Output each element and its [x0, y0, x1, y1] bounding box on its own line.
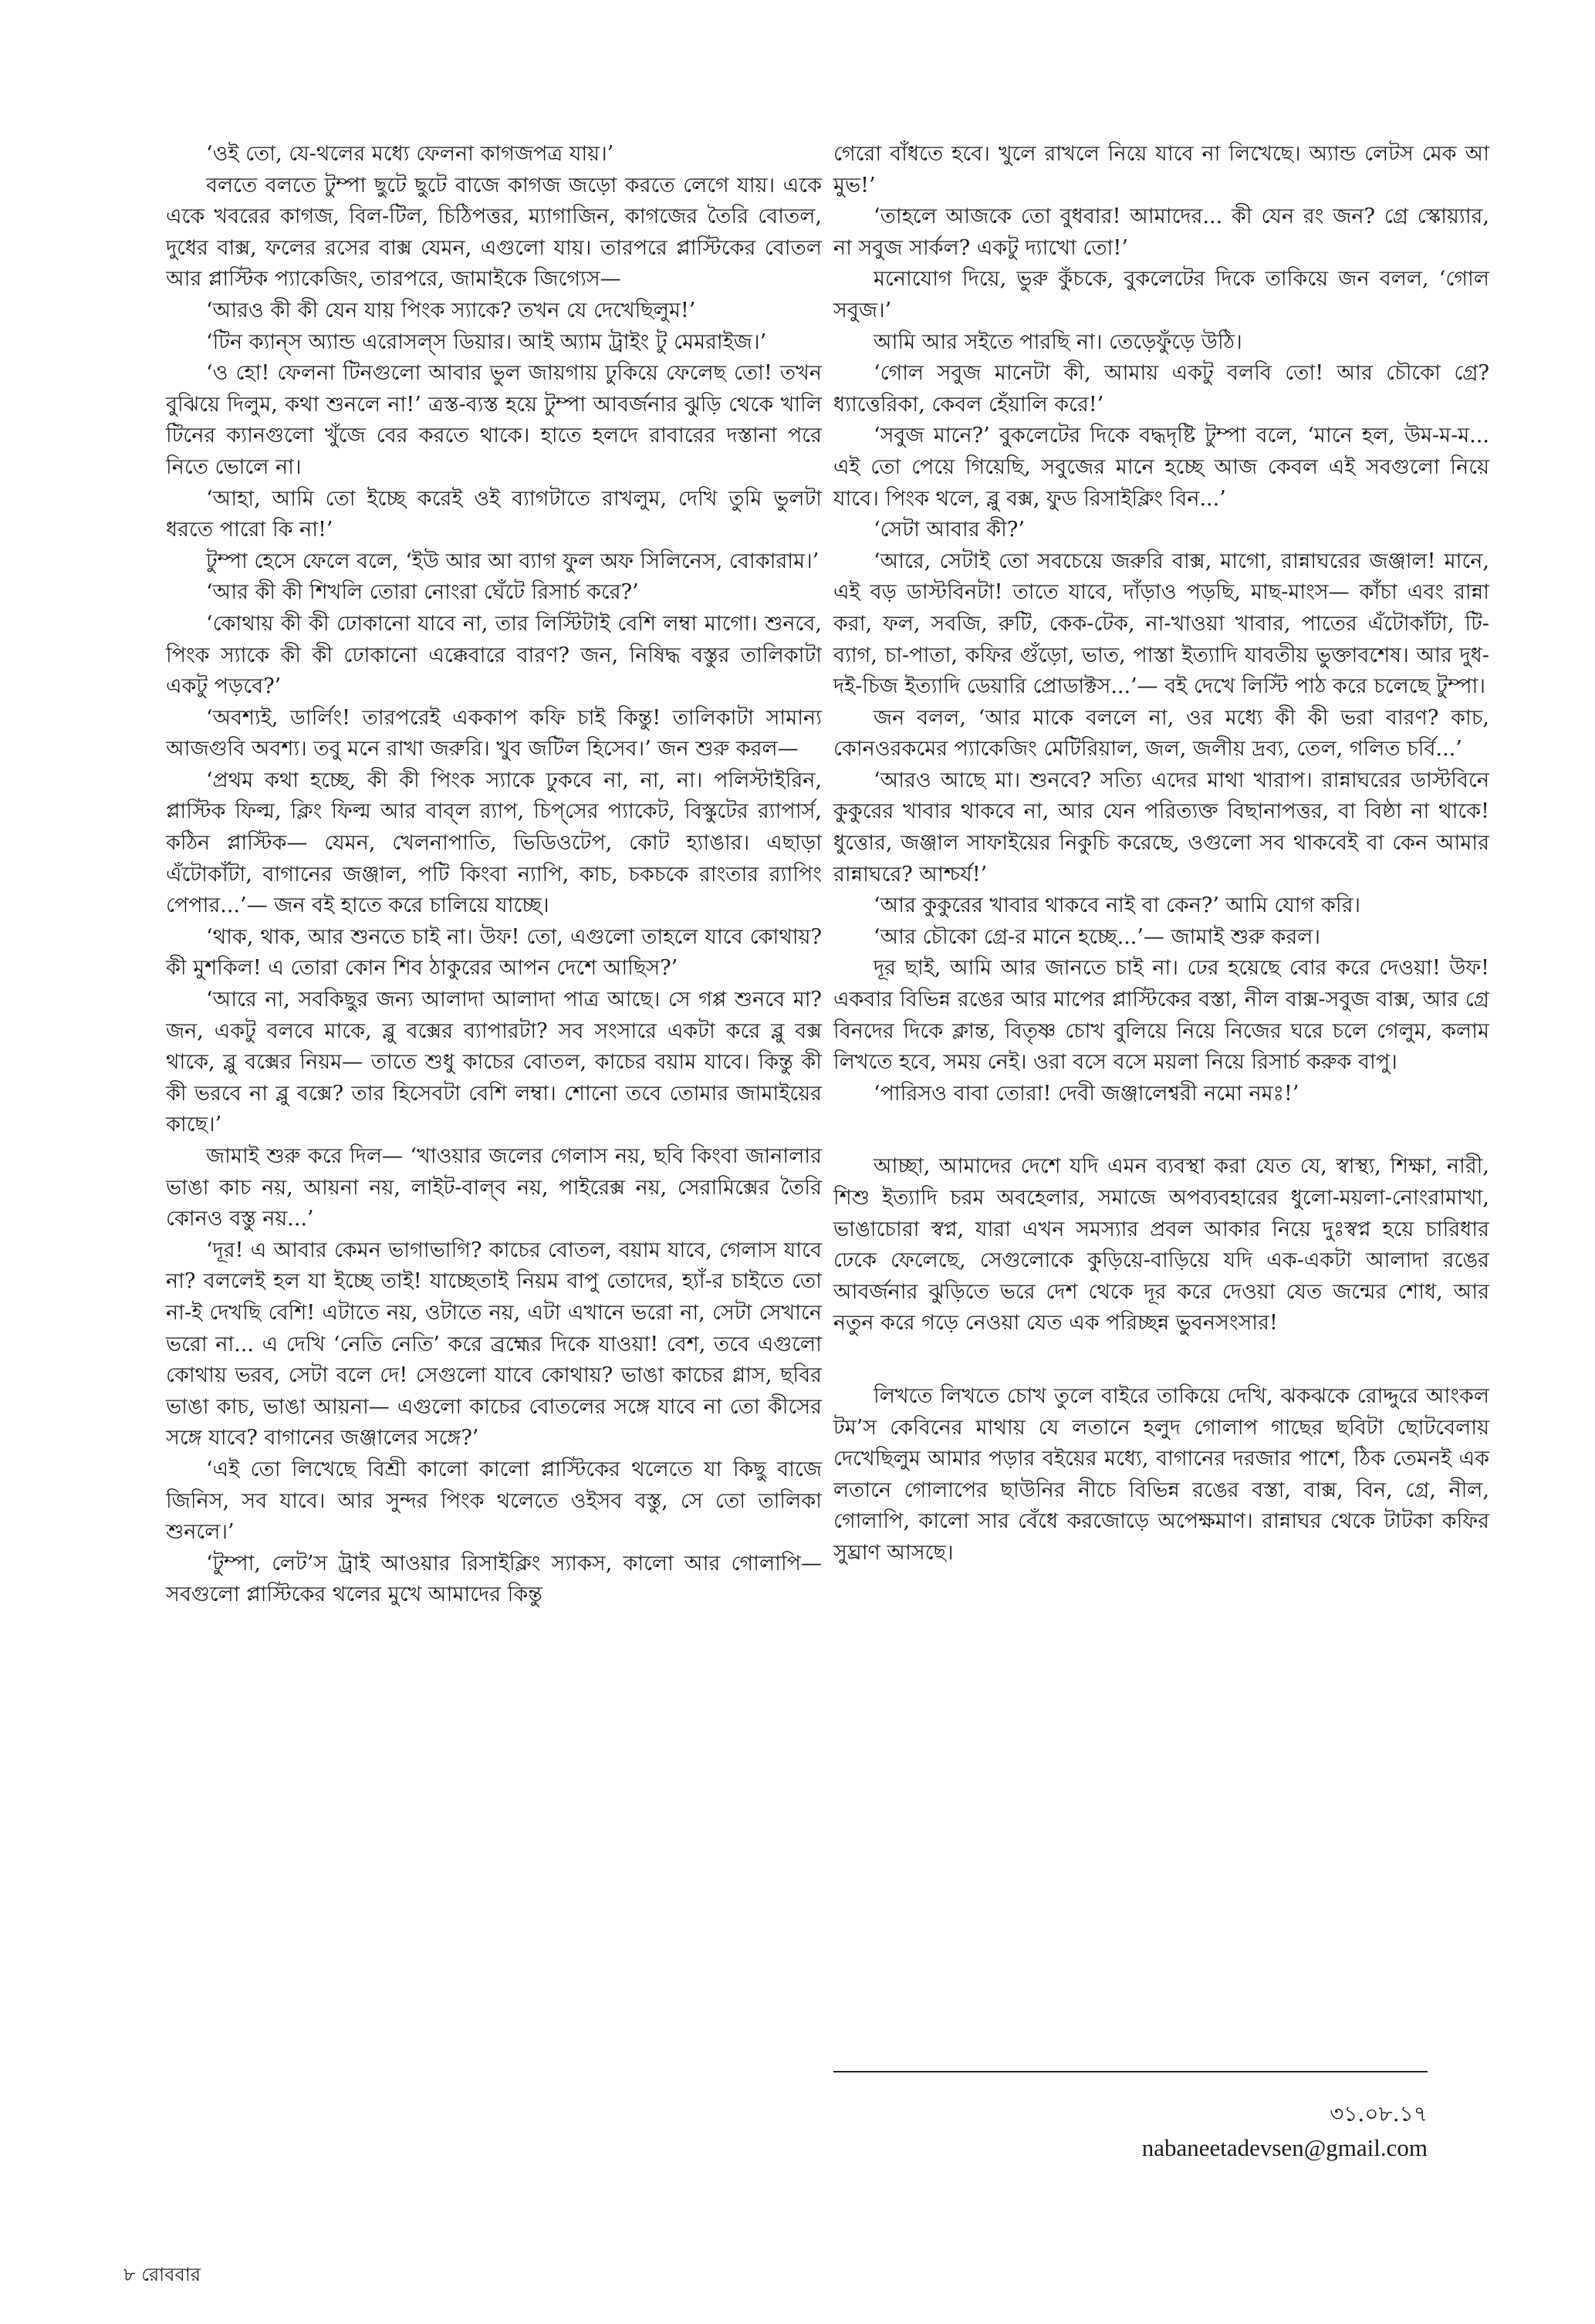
signoff-divider [833, 2071, 1428, 2072]
paragraph: ‘কোথায় কী কী ঢোকানো যাবে না, তার লিস্টিটাই বেশি লম্বা মাগো। শুনবে, পিংক স্যাকে কী কী ঢোকানো এক্কেবারে বারণ? জন, নিষিদ্ধ বস্তুর তালিকাটা একটু পড়বে?’ [166, 611, 822, 699]
paragraph: জন বলল, ‘আর মাকে বললে না, ওর মধ্যে কী কী ভরা বারণ? কাচ, কোনওরকমের প্যাকেজিং মেটিরিয়াল, জল, জলীয় দ্রব্য, তেল, গলিত চর্বি...’ [833, 705, 1489, 762]
paragraph: ‘আর কী কী শিখলি তোরা নোংরা ঘেঁটে রিসার্চ করে?’ [206, 580, 639, 605]
paragraph: ‘আরে, সেটাই তো সবচেয়ে জরুরি বাক্স, মাগো, রান্নাঘরের জঞ্জাল! মানে, এই বড় ডাস্টবিনটা! তাতে যাবে, দাঁড়াও পড়ছি, মাছ-মাংস— কাঁচা এবং রান্না করা, ফল, সবজি, রুটি, কেক-টেক, না-খাওয়া খাবার, পাতের এঁটোকাঁটা, টি-ব্যাগ, চা-পাতা, কফির গুঁড়ো, ভাত, পাস্তা ইত্যাদি যাবতীয় ভুক্তাবশেষ। আর দুধ-দই-চিজ ইত্যাদি ডেয়ারি প্রোডাক্টস...’— বই দেখে লিস্টি পাঠ করে চলেছে টুম্পা। [833, 549, 1489, 699]
paragraph: দূর ছাই, আমি আর জানতে চাই না। ঢের হয়েছে বোর করে দেওয়া! উফ! একবার বিভিন্ন রঙের আর মাপের প্লাস্টিকের বস্তা, নীল বাক্স-সবুজ বাক্স, আর গ্রে বিনদের দিকে ক্লান্ত, বিতৃষ্ণ চোখ বুলিয়ে নিয়ে নিজের ঘরে চলে গেলুম, কলাম লিখতে হবে, সময় নেই। ওরা বসে বসে ময়লা নিয়ে রিসার্চ করুক বাপু। [833, 956, 1489, 1075]
paragraph: গেরো বাঁধতে হবে। খুলে রাখলে নিয়ে যাবে না লিখেছে। অ্যান্ড লেটস মেক আ মুভ!’ [833, 142, 1489, 198]
paragraph: ‘থাক, থাক, আর শুনতে চাই না। উফ! তো, এগুলো তাহলে যাবে কোথায়? কী মুশকিল! এ তোরা কোন শিব ঠাকুরের আপন দেশে আছিস?’ [166, 924, 822, 981]
paragraph: টুম্পা হেসে ফেলে বলে, ‘ইউ আর আ ব্যাগ ফুল অফ সিলিনেস, বোকারাম।’ [206, 549, 819, 573]
paragraph: ‘তাহলে আজকে তো বুধবার! আমাদের... কী যেন রং জন? গ্রে স্কোয়্যার, না সবুজ সার্কল? একটু দ্যাখো তো!’ [833, 204, 1489, 260]
left-column [166, 139, 822, 1611]
paragraph: ‘আর চৌকো গ্রে-র মানে হচ্ছে...’— জামাই শুরু করল। [874, 924, 1321, 949]
paragraph: ‘গোল সবুজ মানেটা কী, আমায় একটু বলবি তো! আর চৌকো গ্রে? ধ্যাত্তেরিকা, কেবল হেঁয়ালি করে!’ [833, 361, 1489, 417]
paragraph: জামাই শুরু করে দিল— ‘খাওয়ার জলের গেলাস নয়, ছবি কিংবা জানালার ভাঙা কাচ নয়, আয়না নয়, লাইট-বাল্‌ব নয়, পাইরেক্স নয়, সেরামিক্সের তৈরি কোনও বস্তু নয়...’ [166, 1144, 822, 1231]
paragraph: বলতে বলতে টুম্পা ছুটে ছুটে বাজে কাগজ জড়ো করতে লেগে যায়। একে একে খবরের কাগজ, বিল-টিল, চিঠিপত্তর, ম্যাগাজিন, কাগজের তৈরি বোতল, দুধের বাক্স, ফলের রসের বাক্স যেমন, এগুলো যায়। তারপরে প্লাস্টিকের বোতল আর প্লাস্টিক প্যাকেজিং, তারপরে, জামাইকে জিগ্যেস— [166, 173, 822, 292]
author-email: nabaneetadevsen@gmail.com [1141, 2134, 1428, 2161]
paragraph: ‘টিন ক্যান্‌স অ্যান্ড এরোসল্‌স ডিয়ার। আই অ্যাম ট্রাইং টু মেমরাইজ।’ [206, 329, 767, 354]
paragraph: ‘আরে না, সবকিছুর জন্য আলাদা আলাদা পাত্র আছে। সে গপ্প শুনবে মা? জন, একটু বলবে মাকে, ব্লু বক্সের ব্যাপারটা? সব সংসারে একটা করে ব্লু বক্স থাকে, ব্লু বক্সের নিয়ম— তাতে শুধু কাচের বোতল, কাচের বয়াম যাবে। কিন্তু কী কী ভরবে না ব্লু বক্সে? তার হিসেবটা বেশি লম্বা। শোনো তবে তোমার জামাইয়ের কাছে।’ [166, 988, 822, 1137]
paragraph: ‘আরও আছে মা। শুনবে? সত্যি এদের মাথা খারাপ। রান্নাঘরের ডাস্টবিনে কুকুরের খাবার থাকবে না, আর যেন পরিত্যক্ত বিছানাপত্তর, বা বিষ্ঠা না থাকে! ধুত্তোর, জঞ্জাল সাফাইয়ের নিকুচি করেছে, ওগুলো সব থাকবেই বা কেন আমার রান্নাঘরে? আশ্চর্য!’ [833, 768, 1489, 887]
paragraph: ‘আর কুকুরের খাবার থাকবে নাই বা কেন?’ আমি যোগ করি। [874, 893, 1361, 918]
page-folio: ৮ রোববার [123, 2264, 201, 2285]
section-gap [833, 1339, 1489, 1381]
paragraph: ‘এই তো লিখেছে বিশ্রী কালো কালো প্লাস্টিকের থলেতে যা কিছু বাজে জিনিস, সব যাবে। আর সুন্দর পিংক থলেতে ওইসব বস্তু, সে তো তালিকা শুনলে।’ [166, 1457, 822, 1545]
paragraph: ‘আহা, আমি তো ইচ্ছে করেই ওই ব্যাগটাতে রাখলুম, দেখি তুমি ভুলটা ধরতে পারো কি না!’ [166, 486, 822, 542]
paragraph: ‘আরও কী কী যেন যায় পিংক স্যাকে? তখন যে দেখেছিলুম!’ [206, 298, 696, 323]
paragraph: ‘সেটা আবার কী?’ [874, 518, 1025, 542]
paragraph: ‘সবুজ মানে?’ বুকলেটের দিকে বদ্ধদৃষ্টি টুম্পা বলে, ‘মানে হল, উম-ম-ম... এই তো পেয়ে গিয়েছি, সবুজের মানে হচ্ছে আজ কেবল এই সবগুলো নিয়ে যাবে। পিংক থলে, ব্লু বক্স, ফুড রিসাইক্লিং বিন...’ [833, 424, 1489, 511]
paragraph: ‘প্রথম কথা হচ্ছে, কী কী পিংক স্যাকে ঢুকবে না, না, না। পলিস্টাইরিন, প্লাস্টিক ফিল্ম, ক্লিং ফিল্ম আর বাব্‌ল র‍্যাপ, চিপ্‌সের প্যাকেট, বিস্কুটের র‍্যাপার্স, কঠিন প্লাস্টিক— যেমন, খেলনাপাতি, ভিডিওটেপ, কোট হ্যাঙার। এছাড়া এঁটোকাঁটা, বাগানের জঞ্জাল, পটি কিংবা ন্যাপি, কাচ, চকচকে রাংতার র‍্যাপিং পেপার...’— জন বই হাতে করে চালিয়ে যাচ্ছে। [166, 768, 822, 918]
paragraph: ‘টুম্পা, লেট’স ট্রাই আওয়ার রিসাইক্লিং স্যাকস, কালো আর গোলাপি— সবগুলো প্লাস্টিকের থলের মুখে আমাদের কিন্তু [166, 1551, 822, 1607]
paragraph: আমি আর সইতে পারছি না। তেড়েফুঁড়ে উঠি। [874, 329, 1242, 354]
section-gap [833, 1110, 1489, 1151]
paragraph: ‘ও হো! ফেলনা টিনগুলো আবার ভুল জায়গায় ঢুকিয়ে ফেলেছ তো! তখন বুঝিয়ে দিলুম, কথা শুনলে না!’ ত্রস্ত-ব্যস্ত হয়ে টুম্পা আবর্জনার ঝুড়ি থেকে খালি টিনের ক্যানগুলো খুঁজে বের করতে থাকে। হাতে হলদে রাবারের দস্তানা পরে নিতে ভোলে না। [166, 361, 822, 479]
essay-paragraph: আচ্ছা, আমাদের দেশে যদি এমন ব্যবস্থা করা যেত যে, স্বাস্থ্য, শিক্ষা, নারী, শিশু ইত্যাদি চরম অবহেলার, সমাজে অপব্যবহারের ধুলো-ময়লা-নোংরামাখা, ভাঙাচোরা স্বপ্ন, যারা এখন সমস্যার প্রবল আকার নিয়ে দুঃস্বপ্ন হয়ে চারিধার ঢেকে ফেলেছে, সেগুলোকে কুড়িয়ে-বাড়িয়ে যদি এক-একটা আলাদা রঙের আবর্জনার ঝুড়িতে ভরে দেশ থেকে দূর করে দেওয়া যেত জন্মের শোধ, আর নতুন করে গড়ে নেওয়া যেত এক পরিচ্ছন্ন ভুবনসংসার! [833, 1154, 1489, 1336]
paragraph: ‘পারিসও বাবা তোরা! দেবী জঞ্জালেশ্বরী নমো নমঃ!’ [874, 1081, 1299, 1106]
paragraph: ‘ওই তো, যে-থলের মধ্যে ফেলনা কাগজপত্র যায়।’ [206, 142, 614, 166]
paragraph: মনোযোগ দিয়ে, ভুরু কুঁচকে, বুকলেটের দিকে তাকিয়ে জন বলল, ‘গোল সবুজ।’ [833, 267, 1489, 323]
paragraph: ‘দূর! এ আবার কেমন ভাগাভাগি? কাচের বোতল, বয়াম যাবে, গেলাস যাবে না? বললেই হল যা ইচ্ছে তাই! যাচ্ছেতাই নিয়ম বাপু তোদের, হ্যাঁ-র চাইতে তো না-ই দেখছি বেশি! এটাতে নয়, ওটাতে নয়, এটা এখানে ভরো না, সেটা সেখানে ভরো না... এ দেখি ‘নেতি নেতি’ করে ব্রহ্মের দিকে যাওয়া! বেশ, তবে এগুলো কোথায় ভরব, সেটা বলে দে! সেগুলো যাবে কোথায়? ভাঙা কাচের গ্লাস, ছবির ভাঙা কাচ, ভাঙা আয়না— এগুলো কাচের বোতলের সঙ্গে যাবে না তো কীসের সঙ্গে যাবে? বাগানের জঞ্জালের সঙ্গে?’ [166, 1238, 822, 1451]
essay-paragraph: লিখতে লিখতে চোখ তুলে বাইরে তাকিয়ে দেখি, ঝকঝকে রোদ্দুরে আংকল টম’স কেবিনের মাথায় যে লতানে হলুদ গোলাপ গাছের ছবিটা ছোটবেলায় দেখেছিলুম আমার পড়ার বইয়ের মধ্যে, বাগানের দরজার পাশে, ঠিক তেমনই এক লতানে গোলাপের ছাউনির নীচে বিভিন্ন রঙের বস্তা, বাক্স, বিন, গ্রে, নীল, গোলাপি, কালো সার বেঁধে করজোড়ে অপেক্ষমাণ। রান্নাঘর থেকে টাটকা কফির সুঘ্রাণ আসছে। [833, 1383, 1489, 1565]
right-column [833, 139, 1489, 1569]
signoff-date: ৩১.০৮.১৭ [1330, 2101, 1428, 2126]
paragraph: ‘অবশ্যই, ডার্লিং! তারপরেই এককাপ কফি চাই কিন্তু! তালিকাটা সামান্য আজগুবি অবশ্য। তবু মনে রাখা জরুরি। খুব জটিল হিসেব।’ জন শুরু করল— [166, 705, 822, 762]
